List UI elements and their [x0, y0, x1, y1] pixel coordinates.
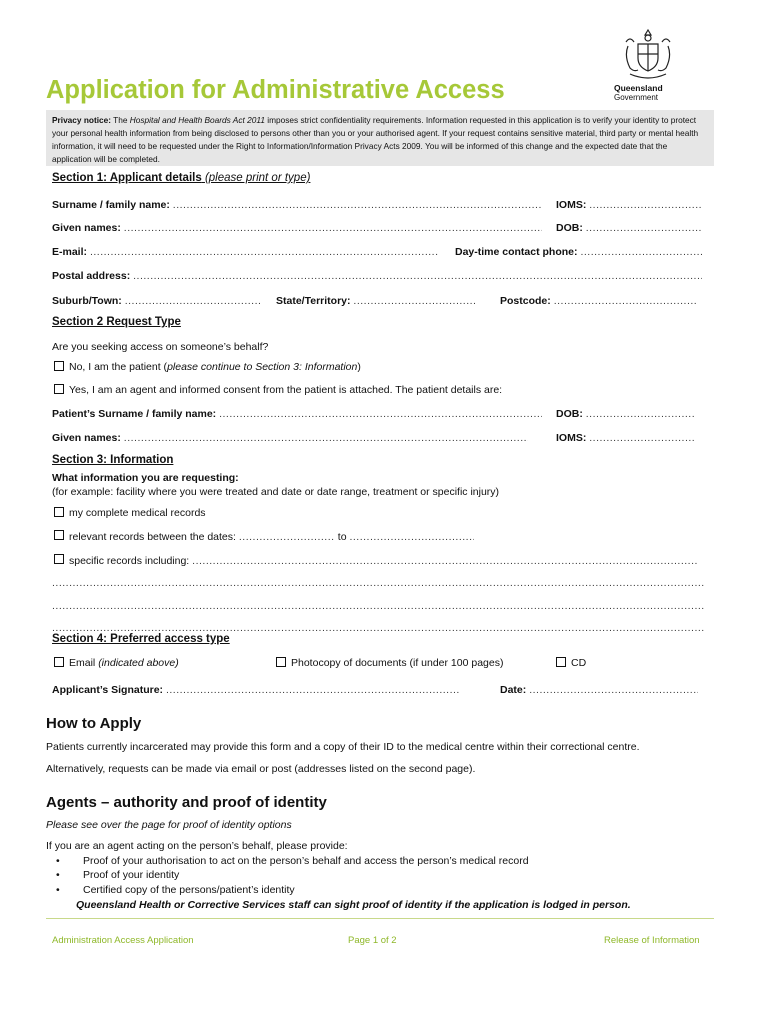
how-to-apply-heading: How to Apply [46, 715, 142, 732]
signature-label: Applicant’s Signature: [52, 684, 164, 696]
checkbox-no-patient[interactable] [54, 361, 64, 371]
page-title: Application for Administrative Access [46, 76, 505, 104]
signature-field[interactable] [52, 684, 460, 696]
logo-name: Queensland [614, 83, 663, 93]
option-specific-label: specific records including: [69, 555, 190, 567]
checkbox-cd[interactable] [556, 657, 566, 667]
postcode-label: Postcode: [500, 295, 551, 307]
list-item-text: Certified copy of the persons/patient’s identity [83, 884, 295, 896]
ioms-field[interactable] [556, 199, 702, 211]
checkbox-complete-records[interactable] [54, 507, 64, 517]
agents-bold-note: Queensland Health or Corrective Services staff can sight proof of identity if the application is lodged in person. [76, 899, 631, 911]
option-no-italic: please continue to Section 3: Information [167, 361, 358, 373]
coat-of-arms-icon [620, 26, 676, 82]
checkbox-yes-agent[interactable] [54, 384, 64, 394]
option-email-label: Email [69, 657, 96, 669]
footer-page-number: Page 1 of 2 [348, 935, 397, 946]
section-1-title: Section 1: Applicant details [52, 172, 202, 184]
agents-heading: Agents – authority and proof of identity [46, 794, 327, 811]
phone-field[interactable] [455, 246, 702, 258]
date-from-field[interactable] [239, 531, 335, 543]
requesting-label: What information you are requesting: [52, 472, 239, 484]
queensland-government-logo [614, 26, 684, 102]
option-no-label: No, I am the patient ( [69, 361, 168, 373]
option-cd[interactable] [556, 657, 586, 669]
patient-ioms-field[interactable] [556, 432, 696, 444]
postcode-field[interactable] [500, 295, 696, 307]
patient-dob-field[interactable] [556, 408, 696, 420]
suburb-label: Suburb/Town: [52, 295, 122, 307]
section-4-heading: Section 4: Preferred access type [52, 633, 230, 645]
option-email[interactable] [54, 657, 179, 669]
agents-intro: If you are an agent acting on the person’s behalf, please provide: [46, 840, 348, 852]
privacy-notice [46, 110, 714, 166]
date-field[interactable] [500, 684, 698, 696]
ioms-label: IOMS: [556, 199, 587, 211]
date-to-field[interactable] [349, 531, 474, 543]
patient-surname-label: Patient’s Surname / family name: [52, 408, 217, 420]
section-3-heading: Section 3: Information [52, 454, 174, 466]
option-yes-label: Yes, I am an agent and informed consent from the patient is attached. The patient details are: [69, 384, 503, 396]
agents-note: Please see over the page for proof of identity options [46, 819, 292, 831]
postal-address-field[interactable] [52, 270, 702, 282]
option-complete-records[interactable] [54, 507, 206, 519]
phone-label: Day-time contact phone: [455, 246, 578, 258]
footer-divider [46, 918, 714, 919]
list-item: • Proof of your authorisation to act on the person’s behalf and access the person’s medical record [56, 855, 529, 867]
option-email-note: (indicated above) [98, 657, 179, 669]
surname-label: Surname / family name: [52, 199, 170, 211]
section-2-heading: Section 2 Request Type [52, 316, 181, 328]
dob-label: DOB: [556, 222, 583, 234]
section-1-note: (please print or type) [204, 172, 311, 184]
state-field[interactable] [276, 295, 476, 307]
option-no-patient[interactable] [54, 361, 361, 373]
privacy-act: Hospital and Health Boards Act 2011 [129, 115, 265, 125]
privacy-text-2: imposes strict confidentiality requirements. Information requested in this application is to verify your identity to protect your personal health information from being disclosed to persons other than you or your authorised agent. If your request contains sensitive material, third party or mental health information, it will need to be requested under the Right to Information/Information Privacy Acts 2009. You will be informed of this change and the expected date that the application will be completed. [52, 115, 699, 164]
dob-field[interactable] [556, 222, 702, 234]
email-field[interactable] [52, 246, 438, 258]
privacy-text-1: The [111, 115, 130, 125]
state-label: State/Territory: [276, 295, 351, 307]
checkbox-email[interactable] [54, 657, 64, 667]
how-to-apply-p2: Alternatively, requests can be made via email or post (addresses listed on the second page). [46, 763, 476, 775]
checkbox-photocopy[interactable] [276, 657, 286, 667]
option-specific-records[interactable] [54, 554, 698, 567]
to-label: to [337, 531, 347, 543]
specific-records-line-1[interactable] [52, 577, 704, 589]
option-relevant-records[interactable] [54, 530, 474, 543]
email-label: E-mail: [52, 246, 88, 258]
checkbox-specific-records[interactable] [54, 554, 64, 564]
postal-address-label: Postal address: [52, 270, 131, 282]
specific-records-line-2[interactable] [52, 600, 704, 612]
surname-field[interactable] [52, 199, 542, 211]
suburb-field[interactable] [52, 295, 262, 307]
patient-given-names-field[interactable] [52, 432, 528, 444]
checkbox-relevant-records[interactable] [54, 530, 64, 540]
list-item: • Proof of your identity [56, 869, 180, 881]
option-photocopy[interactable] [276, 657, 503, 669]
option-photocopy-label: Photocopy of documents (if under 100 pages) [291, 657, 504, 669]
how-to-apply-p1: Patients currently incarcerated may provide this form and a copy of their ID to the medical centre within their correctional centre. [46, 741, 640, 753]
footer-right: Release of Information [604, 935, 700, 946]
patient-ioms-label: IOMS: [556, 432, 587, 444]
option-yes-agent[interactable] [54, 384, 502, 396]
section-1-heading [52, 172, 310, 184]
option-no-end: ) [357, 361, 361, 373]
date-label: Date: [500, 684, 527, 696]
patient-given-names-label: Given names: [52, 432, 121, 444]
logo-subtitle: Government [614, 93, 659, 102]
footer-left: Administration Access Application [52, 935, 194, 946]
patient-surname-field[interactable] [52, 408, 542, 420]
list-item-text: Proof of your identity [83, 869, 180, 881]
privacy-label: Privacy notice: [52, 115, 112, 125]
given-names-field[interactable] [52, 222, 542, 234]
given-names-label: Given names: [52, 222, 121, 234]
option-relevant-label: relevant records between the dates: [69, 531, 236, 543]
patient-dob-label: DOB: [556, 408, 583, 420]
list-item: • Certified copy of the persons/patient’s identity [56, 884, 295, 896]
option-cd-label: CD [571, 657, 587, 669]
list-item-text: Proof of your authorisation to act on the person’s behalf and access the person’s medical record [83, 855, 529, 867]
requesting-example: (for example: facility where you were treated and date or date range, treatment or specific injury) [52, 486, 500, 498]
agent-question: Are you seeking access on someone’s behalf? [52, 341, 269, 353]
option-complete-label: my complete medical records [69, 507, 206, 519]
